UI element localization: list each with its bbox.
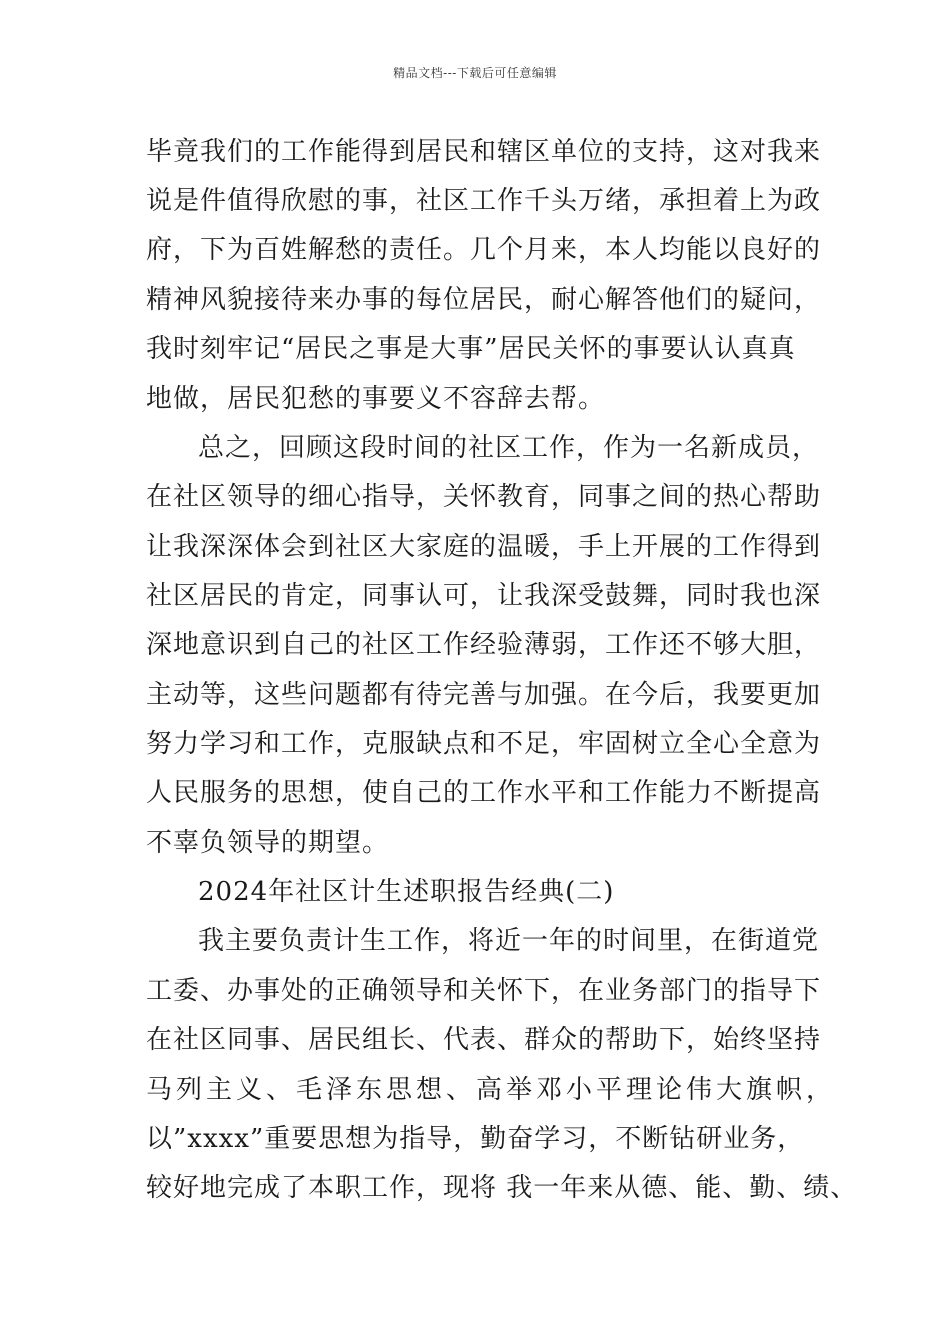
- paragraph-start-line: 我主要负责计生工作，将近一年的时间里，在街道党: [198, 926, 820, 956]
- body-line: 我时刻牢记“居民之事是大事”居民关怀的事要认认真真: [146, 334, 796, 364]
- body-line: 社区居民的肯定，同事认可，让我深受鼓舞，同时我也深: [146, 581, 822, 611]
- body-line: 马列主义、毛泽东思想、高举邓小平理论伟大旗帜，: [146, 1075, 837, 1105]
- body-line: 在社区领导的细心指导，关怀教育，同事之间的热心帮助: [146, 482, 822, 512]
- body-line: 以”xxxx”重要思想为指导，勤奋学习，不断钻研业务，: [146, 1124, 805, 1154]
- paragraph-start-line: 总之，回顾这段时间的社区工作，作为一名新成员，: [198, 433, 820, 463]
- body-line: 毕竟我们的工作能得到居民和辖区单位的支持，这对我来: [146, 137, 822, 167]
- body-line: 工委、办事处的正确领导和关怀下，在业务部门的指导下: [146, 976, 822, 1006]
- body-line: 不辜负领导的期望。: [146, 828, 390, 858]
- body-line: 努力学习和工作，克服缺点和不足，牢固树立全心全意为: [146, 729, 822, 759]
- body-line: 精神风貌接待来办事的每位居民，耐心解答他们的疑问，: [146, 285, 822, 315]
- page-header: 精品文档---下载后可任意编辑: [393, 66, 557, 80]
- body-line: 人民服务的思想，使自己的工作水平和工作能力不断提高: [146, 778, 822, 808]
- section-heading: 2024年社区计生述职报告经典(二): [198, 877, 615, 907]
- body-line: 在社区同事、居民组长、代表、群众的帮助下，始终坚持: [146, 1025, 822, 1055]
- body-line: 府，下为百姓解愁的责任。几个月来，本人均能以良好的: [146, 235, 822, 265]
- body-line: 让我深深体会到社区大家庭的温暖，手上开展的工作得到: [146, 532, 822, 562]
- body-line: 较好地完成了本职工作，现将 我一年来从德、能、勤、绩、: [146, 1173, 858, 1203]
- body-line: 地做，居民犯愁的事要义不容辞去帮。: [146, 384, 606, 414]
- body-line: 说是件值得欣慰的事，社区工作千头万绪，承担着上为政: [146, 186, 822, 216]
- body-line: 深地意识到自己的社区工作经验薄弱，工作还不够大胆，: [146, 630, 822, 660]
- body-line: 主动等，这些问题都有待完善与加强。在今后，我要更加: [146, 680, 822, 710]
